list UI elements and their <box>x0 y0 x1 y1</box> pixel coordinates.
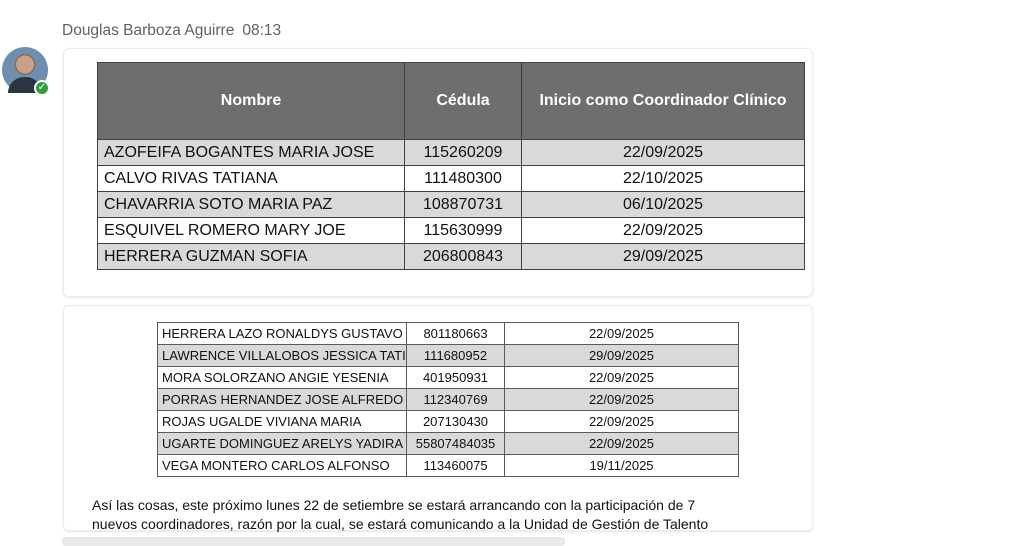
message-header <box>62 22 281 40</box>
table-row <box>98 244 805 270</box>
cell-date: 29/09/2025 <box>522 244 805 270</box>
cell-cedula: 111480300 <box>405 166 522 192</box>
cell-cedula: 401950931 <box>407 367 505 389</box>
cell-date: 22/09/2025 <box>505 433 739 455</box>
table-row <box>158 345 739 367</box>
cell-date: 22/09/2025 <box>522 140 805 166</box>
cell-date: 22/09/2025 <box>505 367 739 389</box>
cell-name: ROJAS UGALDE VIVIANA MARIA <box>158 411 407 433</box>
cell-name: AZOFEIFA BOGANTES MARIA JOSE <box>98 140 405 166</box>
table-row <box>98 166 805 192</box>
cell-date: 22/09/2025 <box>522 218 805 244</box>
coordinators-table-2 <box>157 322 739 477</box>
table-row <box>158 455 739 477</box>
table-row <box>98 192 805 218</box>
cell-date: 22/09/2025 <box>505 411 739 433</box>
table-row <box>158 323 739 345</box>
cell-name: UGARTE DOMINGUEZ ARELYS YADIRA <box>158 433 407 455</box>
cell-name: MORA SOLORZANO ANGIE YESENIA <box>158 367 407 389</box>
cell-name: HERRERA GUZMAN SOFIA <box>98 244 405 270</box>
message-paragraph <box>92 496 792 534</box>
cell-name: ESQUIVEL ROMERO MARY JOE <box>98 218 405 244</box>
column-header-start-date: Inicio como Coordinador Clínico <box>522 63 805 140</box>
sender-name[interactable]: Douglas Barboza Aguirre <box>62 22 235 39</box>
cell-name: VEGA MONTERO CARLOS ALFONSO <box>158 455 407 477</box>
cell-name: HERRERA LAZO RONALDYS GUSTAVO <box>158 323 407 345</box>
cell-cedula: 206800843 <box>405 244 522 270</box>
coordinators-table-1 <box>97 62 805 270</box>
table-row <box>158 367 739 389</box>
message-time: 08:13 <box>242 22 282 39</box>
cell-cedula: 801180663 <box>407 323 505 345</box>
cell-name: CHAVARRIA SOTO MARIA PAZ <box>98 192 405 218</box>
table-row <box>158 433 739 455</box>
table-row <box>98 140 805 166</box>
paragraph-line: nuevos coordinadores, razón por la cual, se estará comunicando a la Unidad de Gestión de Talento <box>92 516 709 532</box>
table-row <box>158 411 739 433</box>
column-header-name: Nombre <box>98 63 405 140</box>
cell-cedula: 207130430 <box>407 411 505 433</box>
cell-name: CALVO RIVAS TATIANA <box>98 166 405 192</box>
cell-date: 22/09/2025 <box>505 389 739 411</box>
cell-cedula: 113460075 <box>407 455 505 477</box>
next-message-preview <box>62 537 565 546</box>
cell-date: 22/10/2025 <box>522 166 805 192</box>
cell-cedula: 115630999 <box>405 218 522 244</box>
cell-date: 29/09/2025 <box>505 345 739 367</box>
cell-cedula: 55807484035 <box>407 433 505 455</box>
cell-cedula: 112340769 <box>407 389 505 411</box>
table-row <box>158 389 739 411</box>
cell-date: 19/11/2025 <box>505 455 739 477</box>
cell-date: 22/09/2025 <box>505 323 739 345</box>
table-header-row <box>98 63 805 140</box>
column-header-cedula: Cédula <box>405 63 522 140</box>
cell-cedula: 108870731 <box>405 192 522 218</box>
cell-name: LAWRENCE VILLALOBOS JESSICA TATI <box>158 345 407 367</box>
table-row <box>98 218 805 244</box>
available-check-icon: ✓ <box>34 80 50 96</box>
paragraph-line: Así las cosas, este próximo lunes 22 de setiembre se estará arrancando con la participación de 7 <box>92 497 696 513</box>
cell-name: PORRAS HERNANDEZ JOSE ALFREDO <box>158 389 407 411</box>
cell-cedula: 115260209 <box>405 140 522 166</box>
cell-cedula: 111680952 <box>407 345 505 367</box>
cell-date: 06/10/2025 <box>522 192 805 218</box>
